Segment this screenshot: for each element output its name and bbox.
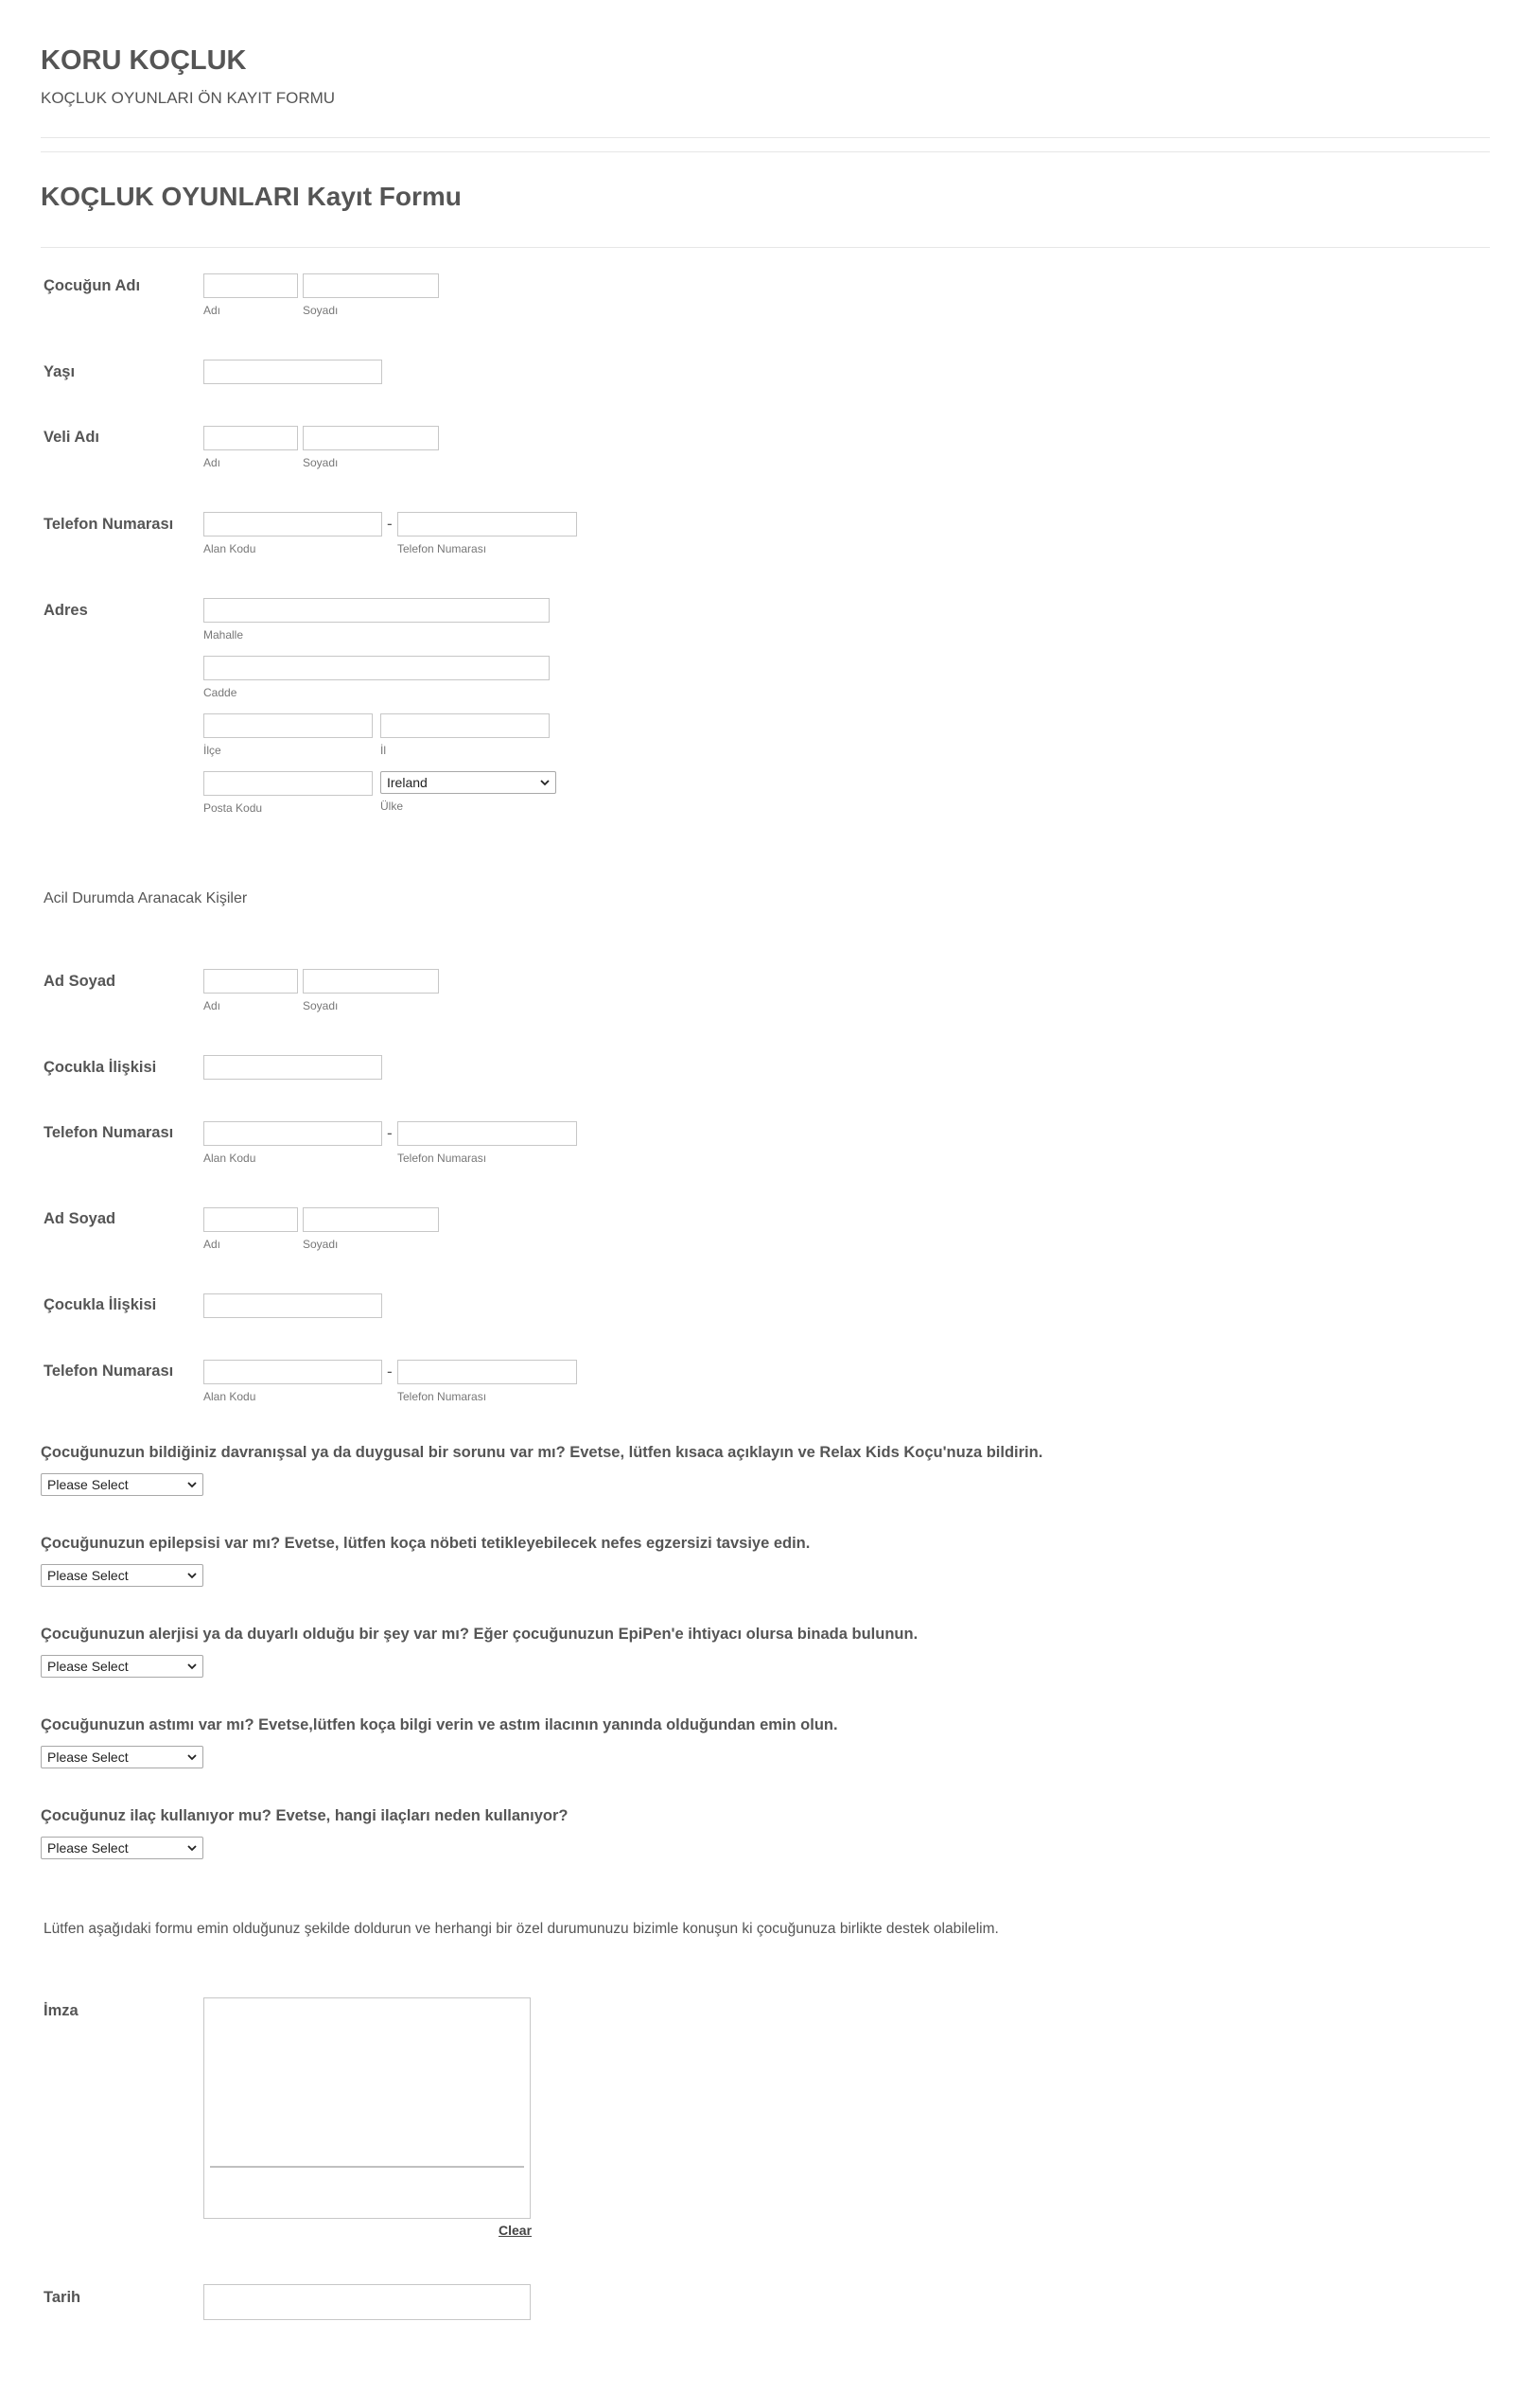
question-epilepsy: Çocuğunuzun epilepsisi var mı? Evetse, lütfen koça nöbeti tetikleyebilecek nefes egzersizi tavsiye edin. [41, 1535, 811, 1552]
contact1-first-name-input[interactable] [203, 969, 298, 994]
divider [41, 247, 1490, 248]
date-label: Tarih [44, 2289, 81, 2306]
phone-separator: - [387, 1124, 393, 1142]
contact1-phone-label: Telefon Numarası [44, 1124, 174, 1141]
signature-label: İmza [44, 2002, 79, 2019]
chevron-down-icon [539, 777, 551, 788]
chevron-down-icon [186, 1661, 198, 1672]
age-input[interactable] [203, 360, 382, 384]
contact1-relation-label: Çocukla İlişkisi [44, 1059, 157, 1076]
signature-pad[interactable] [203, 1997, 531, 2219]
question-asthma-select[interactable] [41, 1746, 203, 1768]
parent-last-name-input[interactable] [303, 426, 439, 450]
question-allergy: Çocuğunuzun alerjisi ya da duyarlı olduğu bir şey var mı? Eğer çocuğunuzun EpiPen'e ihtiyacı olursa binada bulunun. [41, 1626, 919, 1643]
question-behavioral-select[interactable] [41, 1473, 203, 1496]
first-name-caption: Adı [203, 1238, 221, 1251]
country-caption: Ülke [380, 800, 404, 813]
question-behavioral: Çocuğunuzun bildiğiniz davranışsal ya da duygusal bir sorunu var mı? Evetse, lütfen kısaca açıklayın ve Relax Kids Koçu'nuza bildirin. [41, 1444, 1043, 1461]
contact2-relation-label: Çocukla İlişkisi [44, 1296, 157, 1313]
phone-number-caption: Telefon Numarası [397, 1390, 487, 1403]
page-subtitle: KOÇLUK OYUNLARI ÖN KAYIT FORMU [41, 89, 336, 107]
phone-number-caption: Telefon Numarası [397, 1152, 487, 1165]
phone-number-input[interactable] [397, 512, 577, 536]
form-title: KOÇLUK OYUNLARI Kayıt Formu [41, 182, 462, 211]
last-name-caption: Soyadı [303, 1238, 339, 1251]
street1-caption: Mahalle [203, 628, 244, 642]
contact1-name-label: Ad Soyad [44, 973, 116, 990]
select-placeholder: Please Select [47, 1840, 129, 1856]
question-asthma: Çocuğunuzun astımı var mı? Evetse,lütfen koça bilgi verin ve astım ilacının yanında olduğundan emin olun. [41, 1716, 838, 1733]
contact2-first-name-input[interactable] [203, 1207, 298, 1232]
contact2-phone-label: Telefon Numarası [44, 1363, 174, 1380]
contact1-relation-input[interactable] [203, 1055, 382, 1080]
area-code-caption: Alan Kodu [203, 542, 256, 555]
chevron-down-icon [186, 1570, 198, 1581]
divider [41, 137, 1490, 138]
area-code-caption: Alan Kodu [203, 1152, 256, 1165]
contact1-area-code-input[interactable] [203, 1121, 382, 1146]
age-label: Yaşı [44, 363, 76, 380]
address-label: Adres [44, 602, 88, 619]
signature-line [210, 2166, 524, 2168]
contact1-phone-input[interactable] [397, 1121, 577, 1146]
parent-name-label: Veli Adı [44, 429, 99, 446]
phone-area-code-input[interactable] [203, 512, 382, 536]
child-last-name-input[interactable] [303, 273, 439, 298]
street2-caption: Cadde [203, 686, 237, 699]
phone-separator: - [387, 515, 393, 533]
chevron-down-icon [186, 1842, 198, 1854]
contact2-name-label: Ad Soyad [44, 1210, 116, 1227]
child-name-label: Çocuğun Adı [44, 277, 141, 294]
page-title: KORU KOÇLUK [41, 45, 247, 76]
contact2-phone-input[interactable] [397, 1360, 577, 1384]
select-placeholder: Please Select [47, 1750, 129, 1765]
parent-first-name-input[interactable] [203, 426, 298, 450]
first-name-caption: Adı [203, 304, 221, 317]
contact2-last-name-input[interactable] [303, 1207, 439, 1232]
country-select[interactable] [380, 771, 556, 794]
last-name-caption: Soyadı [303, 456, 339, 469]
country-select-value: Ireland [387, 775, 428, 790]
child-first-name-input[interactable] [203, 273, 298, 298]
clear-signature-button[interactable]: Clear [499, 2223, 533, 2238]
contact2-area-code-input[interactable] [203, 1360, 382, 1384]
divider [41, 151, 1490, 152]
closing-note: Lütfen aşağıdaki formu emin olduğunuz şekilde doldurun ve herhangi bir özel durumunuzu bizimle konuşun ki çocuğunuza birlikte destek olabilelim. [44, 1921, 999, 1937]
phone-label: Telefon Numarası [44, 516, 174, 533]
address-postal-input[interactable] [203, 771, 373, 796]
select-placeholder: Please Select [47, 1477, 129, 1492]
address-city-input[interactable] [203, 713, 373, 738]
emergency-heading: Acil Durumda Aranacak Kişiler [44, 890, 248, 906]
last-name-caption: Soyadı [303, 999, 339, 1012]
city-caption: İlçe [203, 744, 221, 757]
question-medication-select[interactable] [41, 1837, 203, 1859]
question-medication: Çocuğunuz ilaç kullanıyor mu? Evetse, hangi ilaçları neden kullanıyor? [41, 1807, 569, 1824]
contact1-last-name-input[interactable] [303, 969, 439, 994]
select-placeholder: Please Select [47, 1659, 129, 1674]
contact2-relation-input[interactable] [203, 1293, 382, 1318]
chevron-down-icon [186, 1479, 198, 1490]
address-state-input[interactable] [380, 713, 550, 738]
last-name-caption: Soyadı [303, 304, 339, 317]
postal-caption: Posta Kodu [203, 801, 263, 815]
question-allergy-select[interactable] [41, 1655, 203, 1678]
phone-number-caption: Telefon Numarası [397, 542, 487, 555]
first-name-caption: Adı [203, 999, 221, 1012]
state-caption: İl [380, 744, 386, 757]
first-name-caption: Adı [203, 456, 221, 469]
chevron-down-icon [186, 1751, 198, 1763]
select-placeholder: Please Select [47, 1568, 129, 1583]
address-street1-input[interactable] [203, 598, 550, 623]
question-epilepsy-select[interactable] [41, 1564, 203, 1587]
area-code-caption: Alan Kodu [203, 1390, 256, 1403]
address-street2-input[interactable] [203, 656, 550, 680]
date-input[interactable] [203, 2284, 531, 2320]
phone-separator: - [387, 1363, 393, 1381]
